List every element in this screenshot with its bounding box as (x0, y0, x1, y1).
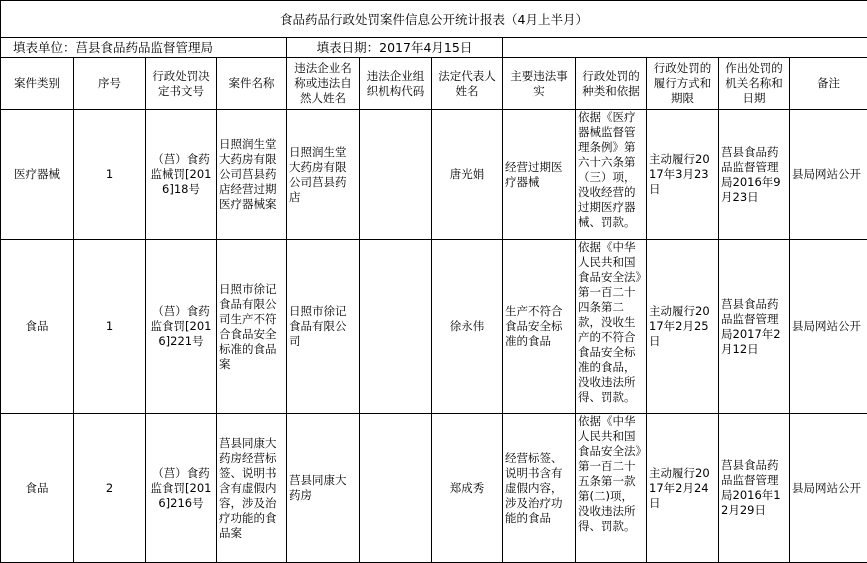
cell-authority: 莒县食品药品监督管理局2016年9月23日 (719, 110, 790, 240)
cell-case-name: 莒县同康大药房经营标签、说明书含有虚假内容，涉及治疗功能的食品案 (217, 414, 287, 563)
cell-remark: 县局网站公开 (790, 414, 867, 563)
table-row (1, 110, 867, 240)
header-execution: 行政处罚的履行方式和期限 (647, 58, 719, 110)
cell-execution: 主动履行2017年3月23日 (647, 110, 719, 240)
cell-legal-rep: 郑成秀 (432, 414, 503, 563)
fill-date: 填表日期：2017年4月15日 (287, 38, 503, 58)
cell-seq: 1 (74, 110, 146, 240)
cell-party: 日照润生堂大药房有限公司莒县药店 (287, 110, 360, 240)
cell-legal-rep: 徐永伟 (432, 240, 503, 414)
header-case-name: 案件名称 (217, 58, 287, 110)
cell-org-code (360, 414, 432, 563)
cell-org-code (360, 110, 432, 240)
header-party: 违法企业名称或违法自然人姓名 (287, 58, 360, 110)
table-row (1, 414, 867, 563)
header-facts: 主要违法事实 (503, 58, 576, 110)
cell-facts: 生产不符合食品安全标准的食品 (503, 240, 576, 414)
cell-authority: 莒县食品药品监督管理局2017年2月12日 (719, 240, 790, 414)
fill-unit: 填表单位：莒县食品药品监督管理局 (1, 38, 287, 58)
cell-category: 食品 (1, 414, 74, 563)
cell-legal-rep: 唐光娟 (432, 110, 503, 240)
cell-remark: 县局网站公开 (790, 240, 867, 414)
cell-case-name: 日照市徐记食品有限公司生产不符合食品安全标准的食品案 (217, 240, 287, 414)
cell-org-code (360, 240, 432, 414)
cell-party: 莒县同康大药房 (287, 414, 360, 563)
cell-doc-no: （莒）食药监食罚[2016]216号 (146, 414, 217, 563)
cell-facts: 经营标签、说明书含有虚假内容，涉及治疗功能的食品 (503, 414, 576, 563)
cell-execution: 主动履行2017年2月24日 (647, 414, 719, 563)
cell-doc-no: （莒）食药监食罚[2016]221号 (146, 240, 217, 414)
cell-penalty: 依据《中华人民共和国食品安全法》第一百二十五条第一款第(二)项，没收违法所得、罚款。 (576, 414, 647, 563)
blank-area (503, 38, 867, 58)
cell-seq: 2 (74, 414, 146, 563)
cell-doc-no: （莒）食药监械罚[2016]18号 (146, 110, 217, 240)
cell-execution: 主动履行2017年2月25日 (647, 240, 719, 414)
header-remark: 备注 (790, 58, 867, 110)
cell-seq: 1 (74, 240, 146, 414)
cell-category: 医疗器械 (1, 110, 74, 240)
header-authority: 作出处罚的机关名称和日期 (719, 58, 790, 110)
cell-penalty: 依据《中华人民共和国食品安全法》第一百二十四条第二款，没收生产的不符合食品安全标准的食品，没收违法所得、罚款。 (576, 240, 647, 414)
header-row (1, 58, 867, 110)
cell-party: 日照市徐记食品有限公司 (287, 240, 360, 414)
header-org-code: 违法企业组织机构代码 (360, 58, 432, 110)
header-category: 案件类别 (1, 58, 74, 110)
header-doc-no: 行政处罚决定书文号 (146, 58, 217, 110)
header-legal-rep: 法定代表人姓名 (432, 58, 503, 110)
header-penalty: 行政处罚的种类和依据 (576, 58, 647, 110)
cell-facts: 经营过期医疗器械 (503, 110, 576, 240)
header-seq: 序号 (74, 58, 146, 110)
cell-penalty: 依据《医疗器械监督管理条例》第六十六条第（三）项，没收经营的过期医疗器械、罚款。 (576, 110, 647, 240)
report-title: 食品药品行政处罚案件信息公开统计报表（4月上半月） (1, 1, 867, 38)
table-row (1, 240, 867, 414)
cell-authority: 莒县食品药品监督管理局2016年12月29日 (719, 414, 790, 563)
cell-category: 食品 (1, 240, 74, 414)
cell-remark: 县局网站公开 (790, 110, 867, 240)
cell-case-name: 日照润生堂大药房有限公司莒县药店经营过期医疗器械案 (217, 110, 287, 240)
